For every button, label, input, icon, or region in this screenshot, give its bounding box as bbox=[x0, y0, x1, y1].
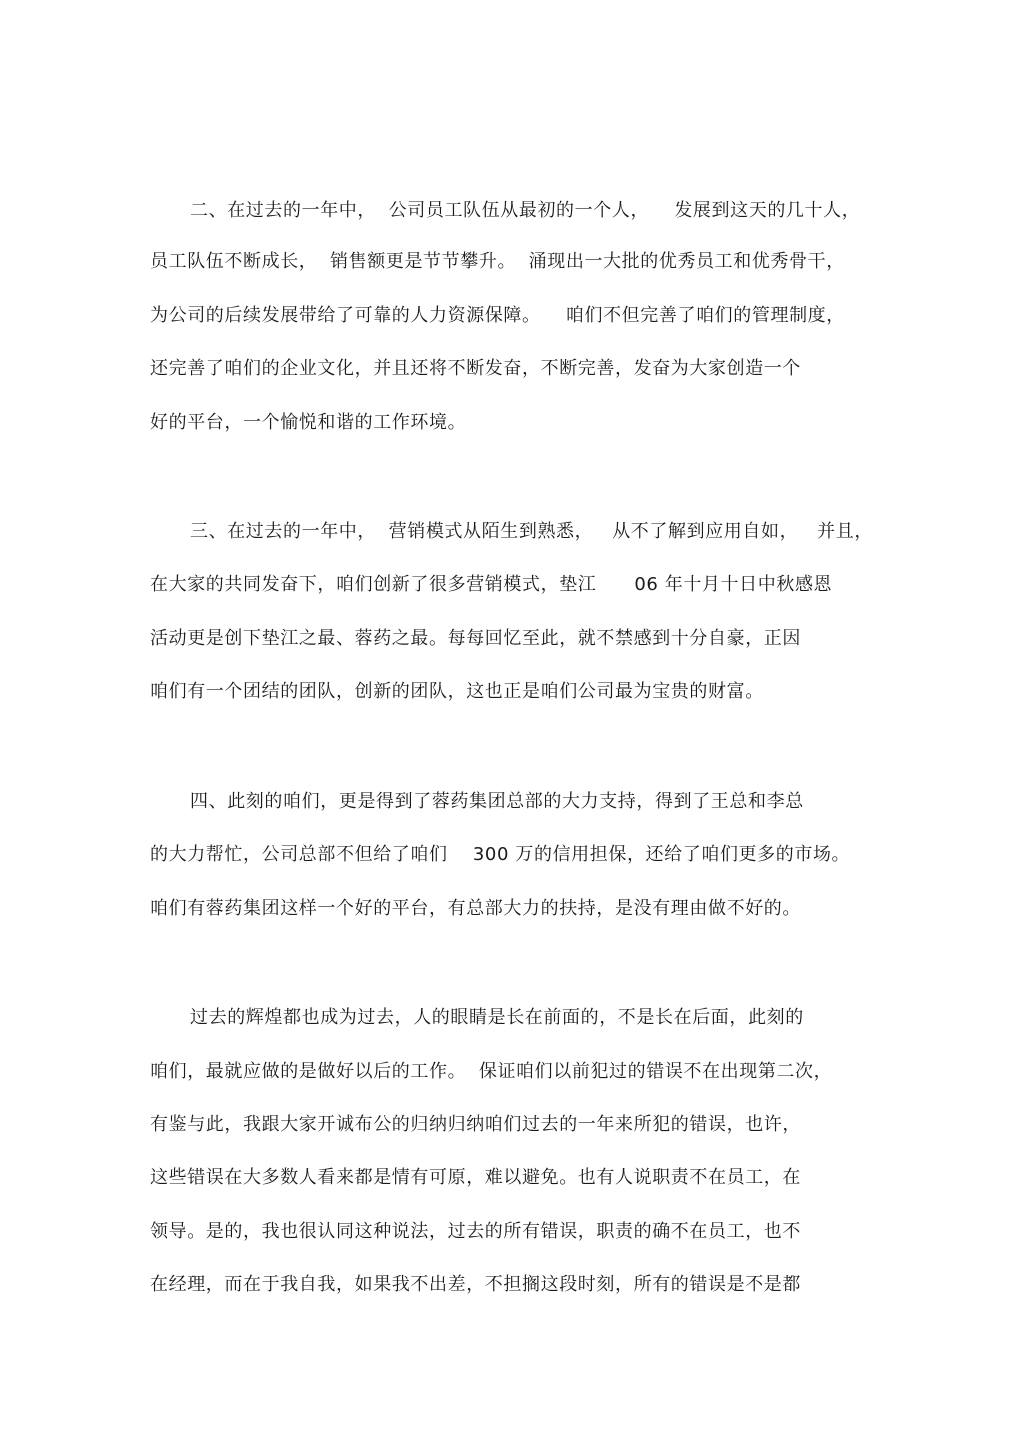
text-line: 在经理，而在于我自我，如果我不出差，不担搁这段时刻，所有的错误是不是都 bbox=[150, 1274, 801, 1295]
text-line: 在大家的共同发奋下，咱们创新了很多营销模式，垫江 06 年十月十日中秋感恩 bbox=[150, 574, 833, 595]
text-line: 三、在过去的一年中， 营销模式从陌生到熟悉， 从不了解到应用自如， 并且， bbox=[190, 521, 873, 542]
text-line: 领导。是的，我也很认同这种说法，过去的所有错误，职责的确不在员工，也不 bbox=[150, 1221, 801, 1242]
text-line: 员工队伍不断成长， 销售额更是节节攀升。 涌现出一大批的优秀员工和优秀骨干， bbox=[150, 251, 845, 272]
text-line: 二、在过去的一年中， 公司员工队伍从最初的一个人， 发展到这天的几十人， bbox=[190, 200, 861, 221]
text-line: 四、此刻的咱们，更是得到了蓉药集团总部的大力支持，得到了王总和李总 bbox=[190, 791, 804, 812]
text-line: 的大力帮忙，公司总部不但给了咱们 300 万的信用担保，还给了咱们更多的市场。 bbox=[150, 844, 851, 865]
text-line: 咱们有一个团结的团队，创新的团队，这也正是咱们公司最为宝贵的财富。 bbox=[150, 681, 764, 702]
text-line: 过去的辉煌都也成为过去，人的眼睛是长在前面的，不是长在后面，此刻的 bbox=[190, 1007, 804, 1028]
text-line: 咱们，最就应做的是做好以后的工作。 保证咱们以前犯过的错误不在出现第二次， bbox=[150, 1061, 833, 1082]
text-line: 还完善了咱们的企业文化，并且还将不断发奋，不断完善，发奋为大家创造一个 bbox=[150, 358, 801, 379]
text-line: 活动更是创下垫江之最、蓉药之最。每每回忆至此，就不禁感到十分自豪，正因 bbox=[150, 628, 801, 649]
text-line: 咱们有蓉药集团这样一个好的平台，有总部大力的扶持，是没有理由做不好的。 bbox=[150, 898, 801, 919]
text-line: 这些错误在大多数人看来都是情有可原，难以避免。也有人说职责不在员工，在 bbox=[150, 1167, 801, 1188]
text-line: 好的平台，一个愉悦和谐的工作环境。 bbox=[150, 412, 467, 433]
text-line: 为公司的后续发展带给了可靠的人力资源保障。 咱们不但完善了咱们的管理制度， bbox=[150, 305, 845, 326]
text-line: 有鉴与此，我跟大家开诚布公的归纳归纳咱们过去的一年来所犯的错误，也许， bbox=[150, 1114, 801, 1135]
